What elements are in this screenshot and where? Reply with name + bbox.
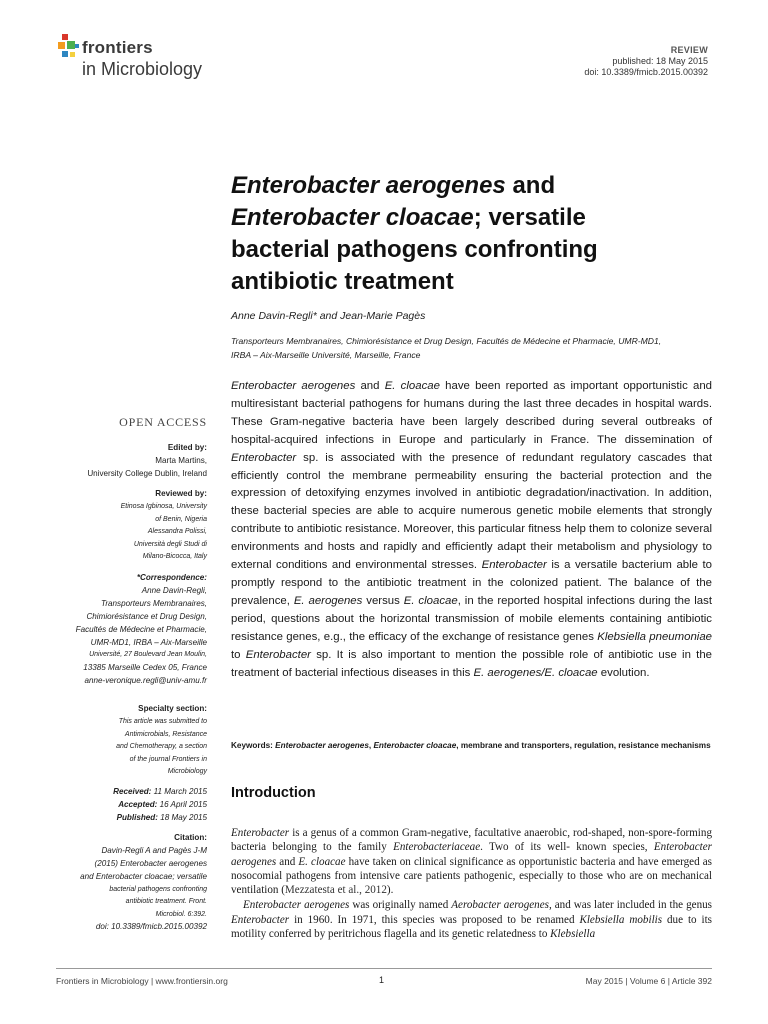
frontiers-logo-icon [56, 32, 82, 68]
specialty-section-block: Specialty section: This article was submitted to Antimicrobials, Resistance and Chemotherapy, a section of the journal Frontiers in Microbiology [116, 704, 207, 776]
article-title: Enterobacter aerogenes and Enterobacter cloacae; versatile bacterial pathogens confronting antibiotic treatment [231, 172, 598, 295]
article-meta [584, 45, 708, 78]
intro-paragraph: Enterobacter is a genus of a common Gram-negative, facultative anaerobic, rod-shaped, non-spore-forming bacteria belonging to the family Enterobacteriaceae. Two of its well- known species, Enterobacter aerogenes and E. cloacae have taken on clinical significance as opportunistic bacteria and have emerged as nosocomial pathogens from intensive care patients pathogenic, especially to those who are on mechanical ventilation (Mezzatesta et al., 2012). [231, 827, 712, 897]
introduction-body [231, 826, 712, 941]
reference-link[interactable]: Mezzatesta et al., 2012 [284, 884, 387, 897]
intro-paragraph: Enterobacter aerogenes was originally named Aerobacter aerogenes, and was later included in the genus Enterobacter in 1960. In 1971, this species was proposed to be renamed Klebsiella mobilis due to its motility conferred by peritrichous flagella and its genetic relatedness to Klebsiella [231, 899, 712, 941]
abstract: Enterobacter aerogenes and E. cloacae have been reported as important opportunistic and multiresistant bacterial pathogens for humans during the last three decades in hospital wards. These Gram-negative bacteria have been largely described during several outbreaks of hospital-acquired infections in Europe and particularly in France. The dissemination of Enterobacter sp. is associated with the presence of redundant regulatory cascades that efficiently control the membrane permeability ensuring the bacterial protection and the expression of detoxifying enzymes involved in antibiotic degradation/inactivation. In addition, these bacterial species are able to acquire numerous genetic mobile elements that strongly contribute to antibiotic resistance. Moreover, this particular fitness help them to colonize several environments and hosts and rapidly and efficiently adapt their metabolism and physiology to external conditions and environmental stresses. Enterobacter is a versatile bacterium able to promptly respond to the antibiotic treatment in the colonized patient. The balance of the prevalence, E. aerogenes versus E. cloacae, in the reported hospital infections during the last period, questions about the horizontal transmission of mobile elements containing antibiotic resistance genes, e.g., the efficacy of the exchange of resistance genes Klebsiella pneumoniae to Enterobacter sp. It is also important to mention the possible role of antibiotic use in the treatment of bacterial infectious diseases in this E. aerogenes/E. cloacae evolution. [231, 380, 713, 679]
title-species-2: Enterobacter cloacae [231, 204, 474, 231]
section-heading-introduction: Introduction [231, 785, 316, 801]
footer-issue-info: May 2015 | Volume 6 | Article 392 [585, 976, 712, 986]
reviewed-by-block: Reviewed by: Etinosa Igbinosa, University of Benin, Nigeria Alessandra Polissi, Università degli Studi di Milano-Bicocca, Italy [120, 489, 207, 561]
keywords: Keywords: Enterobacter aerogenes, Enterobacter cloacae, membrane and transporters, regulation, resistance mechanisms [231, 741, 711, 750]
correspondence-block: *Correspondence: Anne Davin-Regli, Transporteurs Membranaires, Chimiorésistance et Drug Design, Facultés de Médecine et Pharmacie, UMR-MD1, IRBA – Aix-Marseille Université, 27 Boulevard Jean Moulin, 13385 Marseille Cedex 05, France anne-veronique.regli@univ-amu.fr [40, 572, 207, 688]
journal-name-frontiers: frontiers [82, 38, 153, 57]
correspondence-email[interactable]: anne-veronique.regli@univ-amu.fr [84, 675, 207, 685]
footer-divider [56, 968, 712, 969]
footer-journal-link[interactable]: Frontiers in Microbiology | www.frontiersin.org [56, 976, 228, 986]
doi: doi: 10.3389/fmicb.2015.00392 [584, 67, 708, 77]
open-access-label: OPEN ACCESS [119, 415, 207, 429]
citation-doi[interactable]: doi: 10.3389/fmicb.2015.00392 [95, 922, 207, 932]
title-species-1: Enterobacter aerogenes [231, 172, 506, 199]
edited-by-block: Edited by: Marta Martins, University College Dublin, Ireland [87, 443, 207, 478]
authors: Anne Davin-Regli* and Jean-Marie Pagès [231, 310, 426, 322]
journal-logo [56, 32, 226, 82]
page-number: 1 [379, 975, 385, 985]
journal-name-subtitle: in Microbiology [82, 59, 203, 79]
citation-block: Citation: Davin-Regli A and Pagès J-M (2015) Enterobacter aerogenes and Enterobacter cloacae; versatile bacterial pathogens confronting antibiotic treatment. Front. Microbiol. 6:392. doi: 10.3389/fmicb.2015.00392 [40, 832, 207, 934]
published-date: published: 18 May 2015 [612, 56, 708, 66]
affiliation: Transporteurs Membranaires, Chimiorésistance et Drug Design, Facultés de Médecine et Pharmacie, UMR-MD1, IRBA – Aix-Marseille Université, Marseille, France [231, 336, 662, 360]
article-type: REVIEW [670, 45, 708, 55]
dates-block: Received: 11 March 2015 Accepted: 16 April 2015 Published: 18 May 2015 [113, 787, 207, 822]
